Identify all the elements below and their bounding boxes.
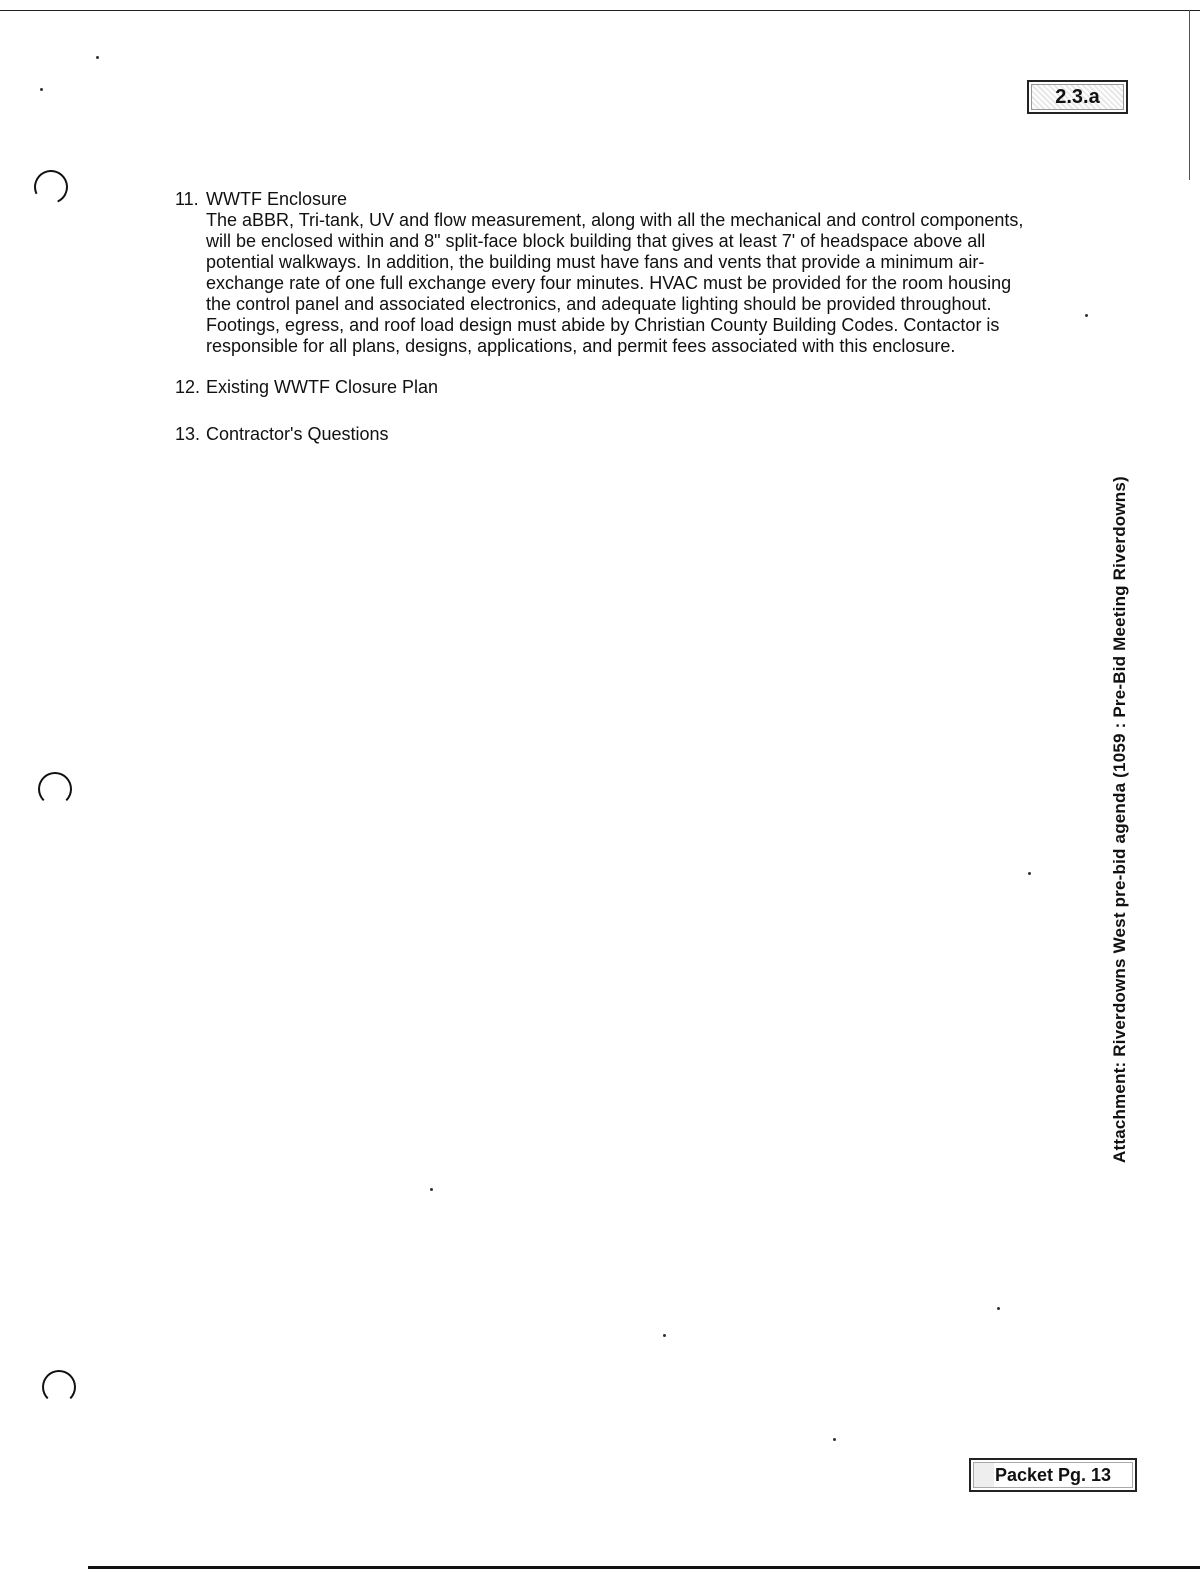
scan-speck: [1085, 314, 1088, 317]
item-body: [206, 189, 1035, 357]
scan-top-edge: [0, 10, 1200, 11]
item-body: [206, 424, 1035, 445]
section-badge-label: 2.3.a: [1055, 85, 1100, 108]
scan-bottom-edge: [88, 1566, 1200, 1569]
scan-speck: [96, 56, 99, 59]
item-title: Existing WWTF Closure Plan: [206, 377, 439, 397]
punch-hole-icon: [29, 165, 73, 209]
item-number: 13.: [175, 424, 201, 444]
list-item: [175, 377, 1035, 398]
section-badge: [1027, 80, 1128, 114]
scan-speck: [663, 1334, 666, 1337]
agenda-list: [175, 189, 1035, 445]
packet-page-label: Packet Pg. 13: [994, 1464, 1112, 1485]
scan-speck: [1028, 872, 1031, 875]
list-item: [175, 424, 1035, 445]
scan-right-edge: [1189, 10, 1190, 180]
item-paragraph: The aBBR, Tri-tank, UV and flow measurement, along with all the mechanical and control components, will be enclosed within and 8" split-face block building that gives at least 7' of headspace above all potential walkways. In addition, the building must have fans and vents that provide a minimum air-exchange rate of one full exchange every four minutes. HVAC must be provided for the room housing the control panel and associated electronics, and adequate lighting should be provided throughout. Footings, egress, and roof load design must abide by Christian County Building Codes. Contactor is responsible for all plans, designs, applications, and permit fees associated with this enclosure.: [206, 210, 1024, 356]
scan-speck: [40, 88, 43, 91]
item-title: WWTF Enclosure: [206, 189, 348, 209]
item-title: Contractor's Questions: [206, 424, 389, 444]
item-number: 11.: [175, 189, 199, 209]
attachment-sidebar-text: Attachment: Riverdowns West pre-bid agenda (1059 : Pre-Bid Meeting Riverdowns): [1110, 476, 1129, 1163]
item-number: 12.: [175, 377, 201, 397]
item-body: [206, 377, 1035, 398]
packet-page-box: [969, 1458, 1137, 1492]
punch-hole-icon: [38, 772, 72, 806]
scan-speck: [833, 1438, 836, 1441]
scan-speck: [997, 1307, 1000, 1310]
scan-speck: [430, 1188, 433, 1191]
list-item: [175, 189, 1035, 357]
punch-hole-icon: [42, 1370, 76, 1404]
